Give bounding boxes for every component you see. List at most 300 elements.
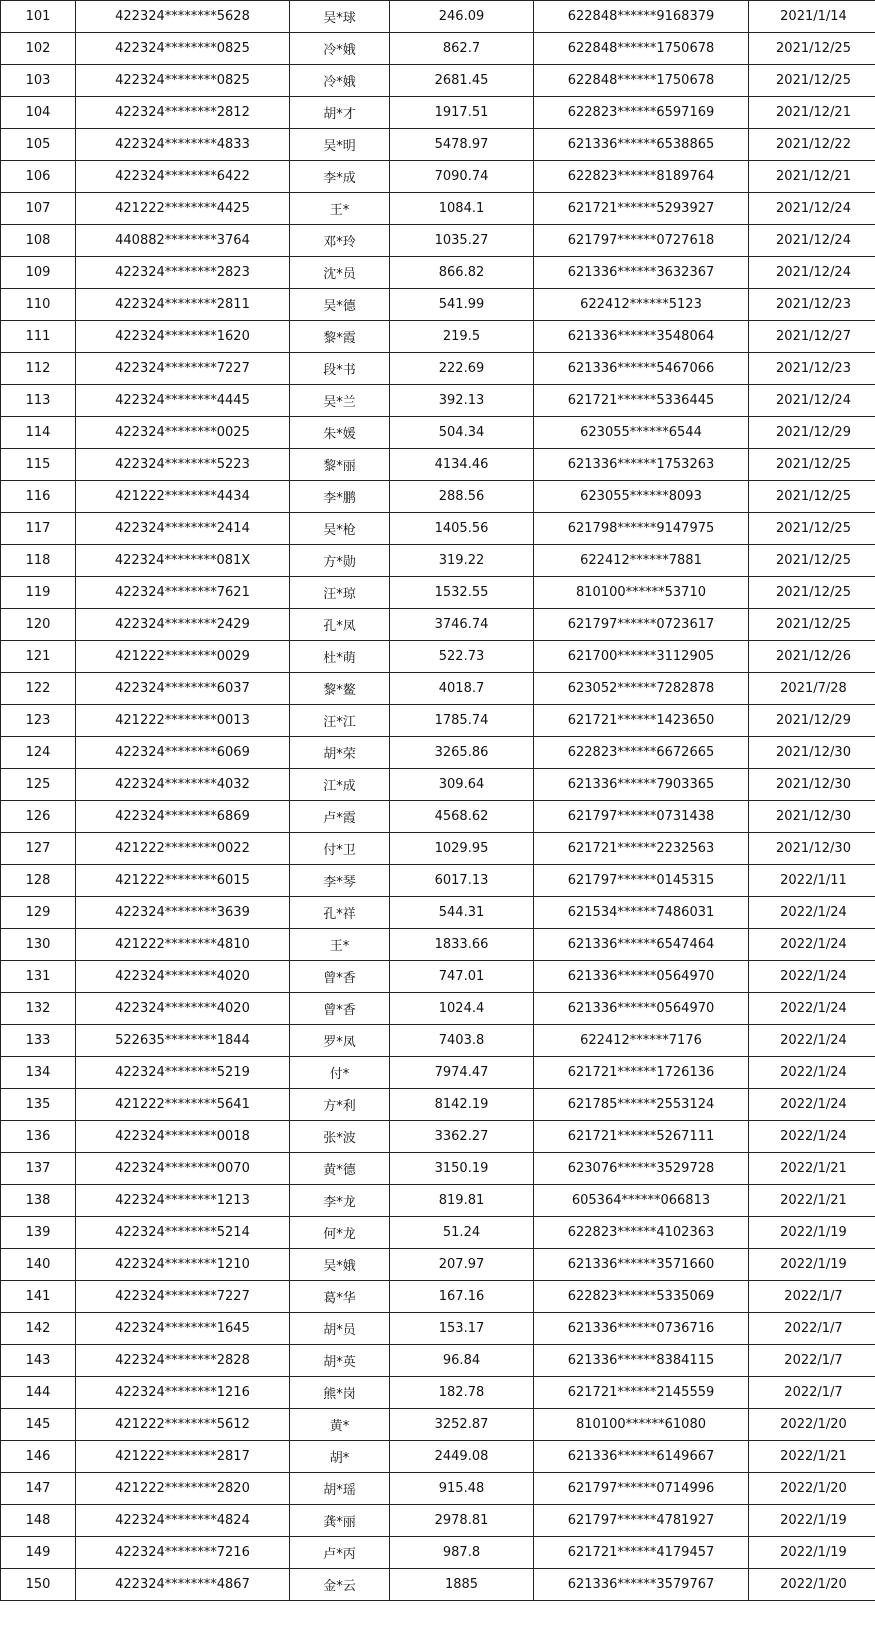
row-number-cell: 139 <box>1 1217 76 1249</box>
bank-card-cell: 622848******1750678 <box>534 33 749 65</box>
row-number-cell: 128 <box>1 865 76 897</box>
name-cell: 黎*霞 <box>290 321 390 353</box>
row-number-cell: 129 <box>1 897 76 929</box>
name-cell: 黎*丽 <box>290 449 390 481</box>
bank-card-cell: 621336******7903365 <box>534 769 749 801</box>
bank-card-cell: 621797******0723617 <box>534 609 749 641</box>
name-cell: 熊*岗 <box>290 1377 390 1409</box>
amount-cell: 3150.19 <box>390 1153 534 1185</box>
name-cell: 冷*娥 <box>290 65 390 97</box>
name-cell: 黄* <box>290 1409 390 1441</box>
bank-card-cell: 621785******2553124 <box>534 1089 749 1121</box>
name-cell: 冷*娥 <box>290 33 390 65</box>
amount-cell: 4018.7 <box>390 673 534 705</box>
name-cell: 孔*凤 <box>290 609 390 641</box>
date-cell: 2022/1/7 <box>749 1377 875 1409</box>
date-cell: 2021/12/25 <box>749 33 875 65</box>
name-cell: 金*云 <box>290 1569 390 1601</box>
amount-cell: 3265.86 <box>390 737 534 769</box>
bank-card-cell: 621336******6149667 <box>534 1441 749 1473</box>
amount-cell: 246.09 <box>390 1 534 33</box>
bank-card-cell: 622848******9168379 <box>534 1 749 33</box>
amount-cell: 8142.19 <box>390 1089 534 1121</box>
name-cell: 胡*员 <box>290 1313 390 1345</box>
row-number-cell: 114 <box>1 417 76 449</box>
id-number-cell: 421222********4425 <box>76 193 290 225</box>
name-cell: 沈*员 <box>290 257 390 289</box>
table-row <box>1 545 875 577</box>
amount-cell: 915.48 <box>390 1473 534 1505</box>
amount-cell: 6017.13 <box>390 865 534 897</box>
table-row <box>1 801 875 833</box>
table-row <box>1 705 875 737</box>
date-cell: 2021/12/30 <box>749 801 875 833</box>
date-cell: 2022/1/21 <box>749 1153 875 1185</box>
row-number-cell: 133 <box>1 1025 76 1057</box>
row-number-cell: 108 <box>1 225 76 257</box>
amount-cell: 5478.97 <box>390 129 534 161</box>
id-number-cell: 422324********0825 <box>76 33 290 65</box>
name-cell: 杜*萌 <box>290 641 390 673</box>
amount-cell: 987.8 <box>390 1537 534 1569</box>
name-cell: 黄*德 <box>290 1153 390 1185</box>
id-number-cell: 422324********5628 <box>76 1 290 33</box>
amount-cell: 3252.87 <box>390 1409 534 1441</box>
bank-card-cell: 621721******2145559 <box>534 1377 749 1409</box>
table-row <box>1 225 875 257</box>
amount-cell: 541.99 <box>390 289 534 321</box>
row-number-cell: 120 <box>1 609 76 641</box>
name-cell: 王* <box>290 193 390 225</box>
row-number-cell: 136 <box>1 1121 76 1153</box>
id-number-cell: 421222********0022 <box>76 833 290 865</box>
name-cell: 吴*德 <box>290 289 390 321</box>
date-cell: 2022/1/19 <box>749 1249 875 1281</box>
amount-cell: 1035.27 <box>390 225 534 257</box>
row-number-cell: 121 <box>1 641 76 673</box>
amount-cell: 207.97 <box>390 1249 534 1281</box>
date-cell: 2021/12/25 <box>749 449 875 481</box>
row-number-cell: 118 <box>1 545 76 577</box>
row-number-cell: 109 <box>1 257 76 289</box>
name-cell: 吴*娥 <box>290 1249 390 1281</box>
bank-card-cell: 621336******1753263 <box>534 449 749 481</box>
name-cell: 段*书 <box>290 353 390 385</box>
date-cell: 2022/1/7 <box>749 1281 875 1313</box>
name-cell: 付* <box>290 1057 390 1089</box>
amount-cell: 222.69 <box>390 353 534 385</box>
id-number-cell: 422324********0825 <box>76 65 290 97</box>
row-number-cell: 105 <box>1 129 76 161</box>
table-row <box>1 1121 875 1153</box>
row-number-cell: 131 <box>1 961 76 993</box>
id-number-cell: 422324********7227 <box>76 353 290 385</box>
date-cell: 2022/1/19 <box>749 1217 875 1249</box>
name-cell: 卢*丙 <box>290 1537 390 1569</box>
bank-card-cell: 621336******5467066 <box>534 353 749 385</box>
id-number-cell: 422324********0070 <box>76 1153 290 1185</box>
row-number-cell: 150 <box>1 1569 76 1601</box>
id-number-cell: 422324********6422 <box>76 161 290 193</box>
id-number-cell: 422324********4867 <box>76 1569 290 1601</box>
name-cell: 吴*球 <box>290 1 390 33</box>
bank-card-cell: 621336******3632367 <box>534 257 749 289</box>
date-cell: 2022/1/7 <box>749 1313 875 1345</box>
id-number-cell: 422324********2828 <box>76 1345 290 1377</box>
date-cell: 2021/12/23 <box>749 353 875 385</box>
id-number-cell: 422324********1620 <box>76 321 290 353</box>
amount-cell: 3746.74 <box>390 609 534 641</box>
row-number-cell: 117 <box>1 513 76 545</box>
name-cell: 曾*香 <box>290 961 390 993</box>
bank-card-cell: 622848******1750678 <box>534 65 749 97</box>
name-cell: 卢*霞 <box>290 801 390 833</box>
table-row <box>1 1185 875 1217</box>
amount-cell: 1405.56 <box>390 513 534 545</box>
table-body <box>1 1 875 1601</box>
row-number-cell: 127 <box>1 833 76 865</box>
amount-cell: 51.24 <box>390 1217 534 1249</box>
bank-card-cell: 621721******1423650 <box>534 705 749 737</box>
amount-cell: 544.31 <box>390 897 534 929</box>
id-number-cell: 422324********5214 <box>76 1217 290 1249</box>
bank-card-cell: 623055******8093 <box>534 481 749 513</box>
id-number-cell: 422324********2811 <box>76 289 290 321</box>
bank-card-cell: 621534******7486031 <box>534 897 749 929</box>
id-number-cell: 422324********6869 <box>76 801 290 833</box>
table-row <box>1 897 875 929</box>
row-number-cell: 148 <box>1 1505 76 1537</box>
date-cell: 2022/1/24 <box>749 1121 875 1153</box>
date-cell: 2022/1/11 <box>749 865 875 897</box>
row-number-cell: 134 <box>1 1057 76 1089</box>
bank-card-cell: 622412******5123 <box>534 289 749 321</box>
name-cell: 付*卫 <box>290 833 390 865</box>
name-cell: 胡* <box>290 1441 390 1473</box>
amount-cell: 182.78 <box>390 1377 534 1409</box>
amount-cell: 819.81 <box>390 1185 534 1217</box>
amount-cell: 1917.51 <box>390 97 534 129</box>
name-cell: 胡*瑶 <box>290 1473 390 1505</box>
table-row <box>1 385 875 417</box>
date-cell: 2022/1/24 <box>749 1025 875 1057</box>
date-cell: 2022/1/7 <box>749 1345 875 1377</box>
id-number-cell: 421222********0029 <box>76 641 290 673</box>
amount-cell: 1885 <box>390 1569 534 1601</box>
table-row <box>1 929 875 961</box>
table-row <box>1 1409 875 1441</box>
date-cell: 2021/12/25 <box>749 545 875 577</box>
name-cell: 吴*明 <box>290 129 390 161</box>
table-row <box>1 1025 875 1057</box>
table-row <box>1 1377 875 1409</box>
bank-card-cell: 621721******5336445 <box>534 385 749 417</box>
name-cell: 江*成 <box>290 769 390 801</box>
id-number-cell: 422324********6037 <box>76 673 290 705</box>
bank-card-cell: 621797******0145315 <box>534 865 749 897</box>
date-cell: 2022/1/24 <box>749 993 875 1025</box>
table-row <box>1 1153 875 1185</box>
date-cell: 2021/12/25 <box>749 481 875 513</box>
row-number-cell: 149 <box>1 1537 76 1569</box>
date-cell: 2021/12/22 <box>749 129 875 161</box>
name-cell: 吴*枪 <box>290 513 390 545</box>
row-number-cell: 113 <box>1 385 76 417</box>
date-cell: 2022/1/21 <box>749 1185 875 1217</box>
bank-card-cell: 622823******4102363 <box>534 1217 749 1249</box>
date-cell: 2021/12/21 <box>749 161 875 193</box>
table-row <box>1 1057 875 1089</box>
id-number-cell: 422324********7216 <box>76 1537 290 1569</box>
row-number-cell: 101 <box>1 1 76 33</box>
id-number-cell: 422324********3639 <box>76 897 290 929</box>
amount-cell: 2978.81 <box>390 1505 534 1537</box>
id-number-cell: 422324********1210 <box>76 1249 290 1281</box>
table-row <box>1 1313 875 1345</box>
id-number-cell: 421222********6015 <box>76 865 290 897</box>
row-number-cell: 102 <box>1 33 76 65</box>
row-number-cell: 138 <box>1 1185 76 1217</box>
name-cell: 黎*鳌 <box>290 673 390 705</box>
table-row <box>1 417 875 449</box>
name-cell: 龚*丽 <box>290 1505 390 1537</box>
date-cell: 2021/12/29 <box>749 417 875 449</box>
amount-cell: 522.73 <box>390 641 534 673</box>
row-number-cell: 130 <box>1 929 76 961</box>
table-row <box>1 1089 875 1121</box>
table-row <box>1 1441 875 1473</box>
date-cell: 2021/12/24 <box>749 385 875 417</box>
table-row <box>1 577 875 609</box>
id-number-cell: 422324********4032 <box>76 769 290 801</box>
amount-cell: 862.7 <box>390 33 534 65</box>
bank-card-cell: 621336******6538865 <box>534 129 749 161</box>
table-row <box>1 321 875 353</box>
table-row <box>1 257 875 289</box>
date-cell: 2022/1/24 <box>749 1057 875 1089</box>
name-cell: 王* <box>290 929 390 961</box>
row-number-cell: 103 <box>1 65 76 97</box>
amount-cell: 1532.55 <box>390 577 534 609</box>
amount-cell: 4568.62 <box>390 801 534 833</box>
bank-card-cell: 810100******53710 <box>534 577 749 609</box>
bank-card-cell: 621797******0714996 <box>534 1473 749 1505</box>
table-row <box>1 481 875 513</box>
row-number-cell: 110 <box>1 289 76 321</box>
table-row <box>1 993 875 1025</box>
date-cell: 2022/1/20 <box>749 1409 875 1441</box>
row-number-cell: 112 <box>1 353 76 385</box>
bank-card-cell: 621336******0564970 <box>534 961 749 993</box>
name-cell: 李*琴 <box>290 865 390 897</box>
row-number-cell: 122 <box>1 673 76 705</box>
table-row <box>1 65 875 97</box>
amount-cell: 167.16 <box>390 1281 534 1313</box>
table-row <box>1 1505 875 1537</box>
amount-cell: 1024.4 <box>390 993 534 1025</box>
amount-cell: 4134.46 <box>390 449 534 481</box>
amount-cell: 747.01 <box>390 961 534 993</box>
id-number-cell: 421222********2817 <box>76 1441 290 1473</box>
id-number-cell: 422324********7621 <box>76 577 290 609</box>
id-number-cell: 422324********1645 <box>76 1313 290 1345</box>
date-cell: 2021/12/25 <box>749 65 875 97</box>
amount-cell: 309.64 <box>390 769 534 801</box>
row-number-cell: 107 <box>1 193 76 225</box>
bank-card-cell: 621336******3548064 <box>534 321 749 353</box>
amount-cell: 7403.8 <box>390 1025 534 1057</box>
date-cell: 2022/1/20 <box>749 1473 875 1505</box>
id-number-cell: 422324********081X <box>76 545 290 577</box>
row-number-cell: 147 <box>1 1473 76 1505</box>
amount-cell: 392.13 <box>390 385 534 417</box>
row-number-cell: 126 <box>1 801 76 833</box>
bank-card-cell: 622823******6672665 <box>534 737 749 769</box>
date-cell: 2021/1/14 <box>749 1 875 33</box>
date-cell: 2021/12/25 <box>749 577 875 609</box>
date-cell: 2022/1/20 <box>749 1569 875 1601</box>
name-cell: 方*勋 <box>290 545 390 577</box>
name-cell: 李*鹏 <box>290 481 390 513</box>
name-cell: 邓*玲 <box>290 225 390 257</box>
id-number-cell: 421222********4810 <box>76 929 290 961</box>
name-cell: 李*成 <box>290 161 390 193</box>
table-row <box>1 737 875 769</box>
date-cell: 2021/12/27 <box>749 321 875 353</box>
bank-card-cell: 621336******6547464 <box>534 929 749 961</box>
table-row <box>1 97 875 129</box>
id-number-cell: 422324********4445 <box>76 385 290 417</box>
date-cell: 2022/1/24 <box>749 1089 875 1121</box>
table-row <box>1 1217 875 1249</box>
row-number-cell: 125 <box>1 769 76 801</box>
table-row <box>1 513 875 545</box>
name-cell: 张*波 <box>290 1121 390 1153</box>
table-row <box>1 449 875 481</box>
id-number-cell: 422324********1216 <box>76 1377 290 1409</box>
id-number-cell: 422324********2414 <box>76 513 290 545</box>
table-row <box>1 33 875 65</box>
amount-cell: 1084.1 <box>390 193 534 225</box>
id-number-cell: 422324********4833 <box>76 129 290 161</box>
id-number-cell: 422324********2812 <box>76 97 290 129</box>
id-number-cell: 422324********5219 <box>76 1057 290 1089</box>
table-row <box>1 641 875 673</box>
bank-card-cell: 621721******5293927 <box>534 193 749 225</box>
table-row <box>1 865 875 897</box>
table-row <box>1 1345 875 1377</box>
row-number-cell: 144 <box>1 1377 76 1409</box>
bank-card-cell: 623055******6544 <box>534 417 749 449</box>
table-row <box>1 129 875 161</box>
amount-cell: 1785.74 <box>390 705 534 737</box>
row-number-cell: 104 <box>1 97 76 129</box>
date-cell: 2022/1/24 <box>749 897 875 929</box>
id-number-cell: 422324********1213 <box>76 1185 290 1217</box>
id-number-cell: 422324********6069 <box>76 737 290 769</box>
date-cell: 2021/12/23 <box>749 289 875 321</box>
id-number-cell: 422324********7227 <box>76 1281 290 1313</box>
table-row <box>1 289 875 321</box>
amount-cell: 866.82 <box>390 257 534 289</box>
bank-card-cell: 621336******3571660 <box>534 1249 749 1281</box>
amount-cell: 504.34 <box>390 417 534 449</box>
table-row <box>1 161 875 193</box>
name-cell: 罗*凤 <box>290 1025 390 1057</box>
amount-cell: 7974.47 <box>390 1057 534 1089</box>
row-number-cell: 119 <box>1 577 76 609</box>
row-number-cell: 132 <box>1 993 76 1025</box>
bank-card-cell: 621336******8384115 <box>534 1345 749 1377</box>
bank-card-cell: 622823******8189764 <box>534 161 749 193</box>
id-number-cell: 422324********4824 <box>76 1505 290 1537</box>
table-row <box>1 833 875 865</box>
amount-cell: 7090.74 <box>390 161 534 193</box>
amount-cell: 1029.95 <box>390 833 534 865</box>
bank-card-cell: 622412******7176 <box>534 1025 749 1057</box>
id-number-cell: 422324********2429 <box>76 609 290 641</box>
date-cell: 2021/12/30 <box>749 833 875 865</box>
amount-cell: 219.5 <box>390 321 534 353</box>
date-cell: 2021/12/21 <box>749 97 875 129</box>
id-number-cell: 422324********0025 <box>76 417 290 449</box>
name-cell: 方*利 <box>290 1089 390 1121</box>
date-cell: 2021/12/30 <box>749 737 875 769</box>
date-cell: 2022/1/19 <box>749 1537 875 1569</box>
bank-card-cell: 621336******0564970 <box>534 993 749 1025</box>
name-cell: 葛*华 <box>290 1281 390 1313</box>
table-row <box>1 609 875 641</box>
table-row <box>1 961 875 993</box>
row-number-cell: 141 <box>1 1281 76 1313</box>
row-number-cell: 124 <box>1 737 76 769</box>
date-cell: 2021/12/29 <box>749 705 875 737</box>
row-number-cell: 143 <box>1 1345 76 1377</box>
amount-cell: 1833.66 <box>390 929 534 961</box>
id-number-cell: 421222********2820 <box>76 1473 290 1505</box>
table-row <box>1 1473 875 1505</box>
bank-card-cell: 621336******0736716 <box>534 1313 749 1345</box>
row-number-cell: 106 <box>1 161 76 193</box>
bank-card-cell: 622823******6597169 <box>534 97 749 129</box>
row-number-cell: 116 <box>1 481 76 513</box>
row-number-cell: 140 <box>1 1249 76 1281</box>
amount-cell: 2681.45 <box>390 65 534 97</box>
name-cell: 胡*英 <box>290 1345 390 1377</box>
bank-card-cell: 623076******3529728 <box>534 1153 749 1185</box>
bank-card-cell: 810100******61080 <box>534 1409 749 1441</box>
table-row <box>1 1569 875 1601</box>
table-row <box>1 1 875 33</box>
name-cell: 曾*香 <box>290 993 390 1025</box>
date-cell: 2021/12/25 <box>749 609 875 641</box>
bank-card-cell: 621336******3579767 <box>534 1569 749 1601</box>
name-cell: 吴*兰 <box>290 385 390 417</box>
bank-card-cell: 623052******7282878 <box>534 673 749 705</box>
date-cell: 2021/12/24 <box>749 225 875 257</box>
name-cell: 胡*荣 <box>290 737 390 769</box>
date-cell: 2022/1/19 <box>749 1505 875 1537</box>
bank-card-cell: 621700******3112905 <box>534 641 749 673</box>
row-number-cell: 142 <box>1 1313 76 1345</box>
bank-card-cell: 621797******4781927 <box>534 1505 749 1537</box>
id-number-cell: 422324********4020 <box>76 993 290 1025</box>
bank-card-cell: 621797******0727618 <box>534 225 749 257</box>
name-cell: 何*龙 <box>290 1217 390 1249</box>
row-number-cell: 137 <box>1 1153 76 1185</box>
amount-cell: 2449.08 <box>390 1441 534 1473</box>
id-number-cell: 522635********1844 <box>76 1025 290 1057</box>
